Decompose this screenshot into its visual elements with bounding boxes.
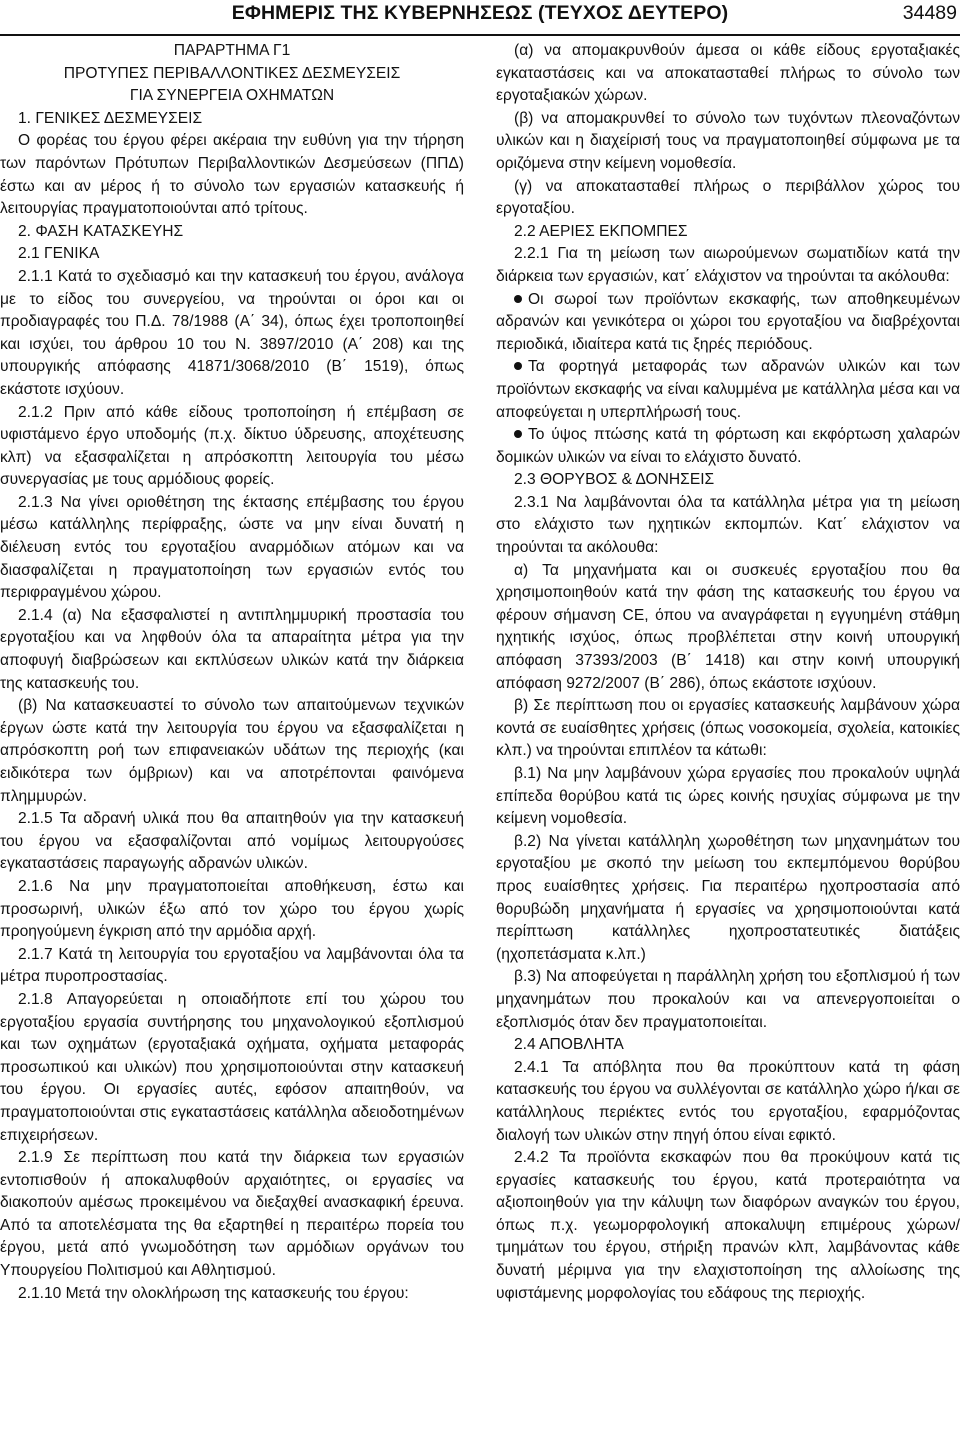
bullet-icon [514,295,522,303]
paragraph-2-1-4-a: 2.1.4 (α) Να εξασφαλιστεί η αντιπλημμυρική προστασία του εργοταξίου και να ληφθούν όλα τα απαραίτητα μέτρα για την αποφυγή διαβρώσεων και εκπλύσεων υλικών κατά την διάρκεια της κατασκευής του. [0,606,464,692]
paragraph-c: (γ) να αποκατασταθεί πλήρως ο περιβάλλον χώρος του εργοταξίου. [496,177,960,218]
annex-label: ΠΑΡΑΡΤΗΜΑ Γ1 [173,42,291,59]
bullet-icon [514,362,522,370]
right-column [496,40,960,1305]
paragraph-2-1-10: 2.1.10 Μετά την ολοκλήρωση της κατασκευής του έργου: [18,1284,409,1302]
heading-general-commitments: 1. ΓΕΝΙΚΕΣ ΔΕΣΜΕΥΣΕΙΣ [18,109,203,127]
paragraph-noise-b2: β.2) Να γίνεται κατάλληλη χωροθέτηση των μηχανημάτων του εργοταξίου με σκοπό την μείωση του εκπεμπόμενου θορύβου προς ευαίσθητες χρήσεις. Για περαιτέρω ηχοπροστασία από θορυβώδη μηχανήματα ή εργασίες να χρησιμοποιούνται κατά περίπτωση κατάλληλες ηχοπροστατευτικές διατάξεις (ηχοπετάσματα κ.λπ.) [496,832,960,963]
heading-noise-vibration: 2.3 ΘΟΡΥΒΟΣ & ΔΟΝΗΣΕΙΣ [514,471,715,489]
paragraph-noise-b: β) Σε περίπτωση που οι εργασίες κατασκευής λαμβάνουν χώρα κοντά σε ευαίσθητες χρήσεις (όπως νοσοκομεία, σχολεία, κατοικίες κλπ.) να τηρούνται επιπλέον τα κάτωθι: [496,697,960,760]
paragraph-2-4-1: 2.4.1 Τα απόβλητα που θα προκύπτουν κατά τη φάση κατασκευής του έργου να συλλέγονται σε κατάλληλο χώρο ή/και σε κατάλληλους περιέκτες εντός του εργοταξίου, εφαρμόζοντας διαλογή των υλικών στην πηγή όπου είναι εφικτό. [496,1058,960,1144]
paragraph-2-1-7: 2.1.7 Κατά τη λειτουργία του εργοταξίου να λαμβάνονται όλα τα μέτρα πυροπροστασίας. [0,945,464,986]
paragraph-2-1-6: 2.1.6 Να μην πραγματοποιείται αποθήκευση, έστω και προσωρινή, υλικών έξω από τον χώρο του έργου χωρίς προηγούμενη έγκριση από την αρμόδια αρχή. [0,877,464,941]
paragraph-2-1-2: 2.1.2 Πριν από κάθε είδους τροποποίηση ή επέμβαση σε υφιστάμενο έργο υποδομής (π.χ. δίκτυο ύδρευσης, αποχέτευσης κλπ) να εξασφαλίζεται η απρόσκοπτη λειτουργία του μέσω συνεργασίας με τους αρμόδιους φορείς. [0,403,464,489]
paragraph-2-1-1: 2.1.1 Κατά το σχεδιασμό και την κατασκευή του έργου, ανάλογα με το είδος του συνεργείου, να τηρούνται οι όροι και οι προδιαγραφές του Π.Δ. 78/1988 (Α΄ 34), όπως έχει τροποποιηθεί και ισχύει, του άρθρου 10 του Ν. 3897/2010 (Α΄ 208) και της υπουργικής απόφασης 41871/3068/2010 (Β΄ 1519), όπως εκάστοτε ισχύουν. [0,267,464,398]
heading-general: 2.1 ΓΕΝΙΚΑ [18,245,100,263]
paragraph-a: (α) να απομακρυνθούν άμεσα οι κάθε είδους εργοταξιακές εγκαταστάσεις και να αποκατασταθεί πλήρως το σύνολο των εργοταξιακών χώρων. [496,42,960,105]
bullet-icon [514,430,522,438]
bullet-item-1 [496,289,960,357]
bullet-item-3 [496,424,960,469]
annex-title-line-2: ΓΙΑ ΣΥΝΕΡΓΕΙΑ ΟΧΗΜΑΤΩΝ [129,87,335,105]
paragraph-noise-b1: β.1) Να μην λαμβάνουν χώρα εργασίες που προκαλούν υψηλά επίπεδα θορύβου κατά τις ώρες κοινής ησυχίας σύμφωνα με την κείμενη νομοθεσία. [496,765,960,828]
page-number: 34489 [902,2,957,24]
paragraph-2-2-1: 2.2.1 Για τη μείωση των αιωρούμενων σωματιδίων κατά την διάρκεια των εργασιών, κατ΄ ελάχιστον να τηρούνται τα ακόλουθα: [496,245,960,285]
gazette-title: ΕΦΗΜΕΡΙΣ ΤΗΣ ΚΥΒΕΡΝΗΣΕΩΣ (ΤΕΥΧΟΣ ΔΕΥΤΕΡΟ) [231,2,729,24]
paragraph-general: Ο φορέας του έργου φέρει ακέραια την ευθύνη για την τήρηση των παρόντων Πρότυπων Περιβαλλοντικών Δεσμεύσεων (ΠΠΔ) έστω και αν μέρος ή το σύνολο των εργασιών κατασκευής ή λειτουργίας πραγματοποιούνται από τρίτους. [0,132,464,218]
annex-title-line-1: ΠΡΟΤΥΠΕΣ ΠΕΡΙΒΑΛΛΟΝΤΙΚΕΣ ΔΕΣΜΕΥΣΕΙΣ [63,64,401,82]
paragraph-2-1-5: 2.1.5 Τα αδρανή υλικά που θα απαιτηθούν για την κατασκευή του έργου να εξασφαλίζονται από νομίμως λειτουργούσες εγκαταστάσεις παραγωγής αδρανών υλικών. [0,810,464,873]
page-header [0,0,960,34]
paragraph-2-1-8: 2.1.8 Απαγορεύεται η οποιαδήποτε επί του χώρου του εργοταξίου εργασία συντήρησης του μηχανολογικού εξοπλισμού και των οχημάτων (εργοταξιακά οχήματα, οχήματα μεταφοράς προσωπικού και υλικών) που χρησιμοποιούνται στην κατασκευή του έργου. Οι εργασίες αυτές, εφόσον απαιτηθούν, να πραγματοποιούνται στις εγκαταστάσεις κατάλληλα αδειοδοτημένων επιχειρήσεων. [0,990,464,1144]
paragraph-2-1-3: 2.1.3 Να γίνει οριοθέτηση της έκτασης επέμβασης του έργου μέσω κατάλληλης περίφραξης, ώστε να μην είναι δυνατή η διέλευση εντός του εργοταξίου αναρμόδιων ατόμων και να διασφαλίζεται η πραγματοποίηση των εργασιών εντός του περιφραγμένου χώρου. [0,493,464,602]
left-column [0,40,464,1305]
paragraph-2-4-2: 2.4.2 Τα προϊόντα εκσκαφών που θα προκύψουν κατά τις εργασίες κατασκευής του έργου, κατά προτεραιότητα να αξιοποιηθούν για την κάλυψη των διαφόρων αναγκών του έργου, όπως π.χ. γεωμορφολογική αποκαλυψη επιμέρους χώρων/ τμημάτων του έργου, στήριξη πρανών κλπ, λαμβάνοντας κάθε δυνατή μέριμνα για την ελαχιστοποίηση της αλλοίωσης της υφιστάμενης μορφολογίας του εδάφους της περιοχής. [496,1149,960,1302]
heading-air-emissions: 2.2 ΑΕΡΙΕΣ ΕΚΠΟΜΠΕΣ [514,222,688,240]
header-rule [0,34,960,36]
bullet-text-2: Τα φορτηγά μεταφοράς των αδρανών υλικών και των προϊόντων εκσκαφής να είναι καλυμμένα με κατάλληλα μέσα και να αποφεύγεται η υπερπλήρωσή τους. [496,358,960,421]
bullet-item-2 [496,356,960,424]
bullet-text-3: Το ύψος πτώσης κατά τη φόρτωση και εκφόρτωση χαλαρών δομικών υλικών να είναι το ελάχιστο δυνατό. [496,426,960,466]
paragraph-noise-a: α) Τα μηχανήματα και οι συσκευές εργοταξίου που θα χρησιμοποιηθούν κατά την φάση της κατασκευής του έργου να φέρουν σήμανση CE, όπου να αναγράφεται η εγγυημένη στάθμη ηχητικής ισχύος, όπως προβλέπεται στην κοινή υπουργική απόφαση 37393/2003 (Β΄ 1418) και στην κοινή υπουργική απόφαση 9272/2007 (Β΄ 286), όπως εκάστοτε ισχύουν. [496,561,960,692]
paragraph-b: (β) να απομακρυνθεί το σύνολο των τυχόντων πλεοναζόντων υλικών και η διαχείρισή τους να πραγματοποιηθεί σύμφωνα με τα οριζόμενα στην κείμενη νομοθεσία. [496,109,960,172]
heading-waste: 2.4 ΑΠΟΒΛΗΤΑ [514,1036,624,1054]
paragraph-noise-b3: β.3) Να αποφεύγεται η παράλληλη χρήση του εξοπλισμού ή των μηχανημάτων που προκαλούν και να απενεργοποιείται ο εξοπλισμός όταν δεν πραγματοποιείται. [496,968,960,1031]
bullet-text-1: Οι σωροί των προϊόντων εκσκαφής, των αποθηκευμένων αδρανών και γενικότερα οι χώροι του εργοταξίου να διαβρέχονται περιοδικά, ιδιαίτερα κατά τις ξηρές περιόδους. [496,290,960,353]
heading-construction-phase: 2. ΦΑΣΗ ΚΑΤΑΣΚΕΥΗΣ [18,222,184,240]
paragraph-2-3-1: 2.3.1 Να λαμβάνονται όλα τα κατάλληλα μέτρα για τη μείωση στο ελάχιστο των ηχητικών εκπομπών. Κατ΄ ελάχιστον να τηρούνται τα ακόλουθα: [496,493,960,557]
paragraph-2-1-9: 2.1.9 Σε περίπτωση που κατά την διάρκεια των εργασιών εντοπισθούν ή αποκαλυφθούν αρχαιότητες, οι εργασίες να διακοπούν αμέσως προκειμένου να διεξαχθεί ανασκαφική έρευνα. Από τα αποτελέσματα της θα εξαρτηθεί η περαιτέρω πορεία του έργου, μετά από γνωμοδότηση των αρμόδιων οργάνων του Υπουργείου Πολιτισμού και Αθλητισμού. [0,1149,464,1280]
paragraph-2-1-4-b: (β) Να κατασκευαστεί το σύνολο των απαιτούμενων τεχνικών έργων ώστε κατά την λειτουργία του έργου να εξασφαλίζεται η απρόσκοπτη ροή των επιφανειακών υδάτων της περιοχής (και ειδικότερα των όμβριων) και να αποτρέπονται φαινόμενα πλημμυρών. [0,697,464,805]
